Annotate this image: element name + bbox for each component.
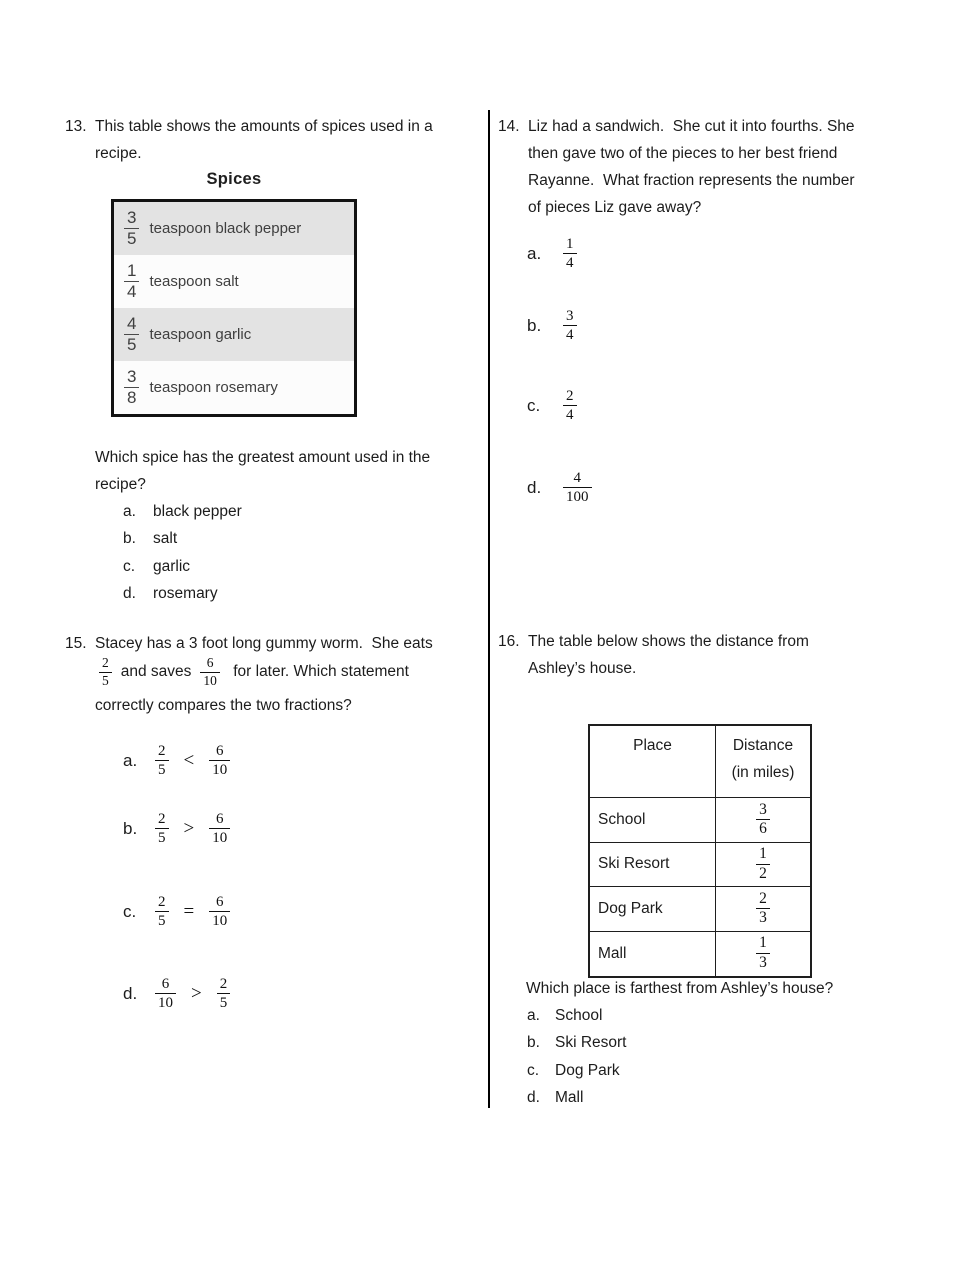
option-letter: c. bbox=[527, 1061, 540, 1079]
q15-text-line3: correctly compares the two fractions? bbox=[95, 697, 352, 714]
right-column bbox=[498, 0, 976, 1266]
place-cell: Dog Park bbox=[590, 887, 716, 931]
option-letter: d. bbox=[123, 585, 136, 603]
q16-option-c bbox=[527, 1057, 976, 1084]
option-text: Dog Park bbox=[555, 1061, 620, 1079]
q14-text-line1: 14. Liz had a sandwich. She cut it into fourths. She bbox=[498, 113, 976, 140]
table-row-school bbox=[590, 798, 810, 843]
fraction: $\frac{2}{3}$ bbox=[756, 891, 770, 927]
q13-text-line2: recipe. bbox=[95, 145, 142, 162]
left-column bbox=[65, 0, 483, 1266]
comparison-operator: > bbox=[183, 817, 195, 839]
spices-row-garlic bbox=[114, 308, 354, 361]
comparison-operator: > bbox=[191, 982, 202, 1004]
q14-number: 14. bbox=[498, 118, 520, 135]
q13-number: 13. bbox=[65, 118, 87, 135]
q13-text-line1: 13. This table shows the amounts of spices used in a bbox=[65, 113, 483, 140]
option-letter: b. bbox=[527, 1034, 540, 1052]
fraction: $\frac{2}{5}$ bbox=[155, 811, 169, 846]
fraction: $\frac{6}{10}$ bbox=[209, 894, 230, 929]
spices-figure-title: Spices bbox=[206, 170, 262, 188]
fraction: $\frac{6}{10}$ bbox=[209, 811, 230, 846]
comparison-operator: < bbox=[183, 749, 195, 771]
comparison-operator: = bbox=[183, 900, 195, 922]
q15-number: 15. bbox=[65, 635, 87, 652]
q16-text-line1: 16. The table below shows the distance from bbox=[498, 628, 976, 655]
fraction: $\frac{2}{4}$ bbox=[563, 388, 577, 423]
q15-option-b bbox=[123, 811, 230, 846]
spice-label: teaspoon salt bbox=[149, 273, 239, 290]
q15-text-line1: 15. Stacey has a 3 foot long gummy worm. She eats bbox=[65, 630, 483, 657]
option-text: salt bbox=[153, 530, 178, 548]
fraction: $\frac{3}{5}$ bbox=[124, 209, 139, 249]
fraction: $\frac{3}{8}$ bbox=[124, 368, 139, 408]
q14-option-d bbox=[527, 470, 592, 505]
option-letter: c. bbox=[527, 395, 541, 415]
option-text: Ski Resort bbox=[555, 1034, 627, 1052]
fraction: $\frac{1}{4}$ bbox=[563, 236, 577, 271]
option-letter: b. bbox=[123, 530, 136, 548]
spices-row-salt bbox=[114, 255, 354, 308]
column-divider bbox=[488, 110, 490, 1108]
q15-option-c bbox=[123, 894, 230, 929]
option-letter: b. bbox=[527, 315, 542, 335]
table-row-mall bbox=[590, 932, 810, 976]
spices-row-black-pepper bbox=[114, 202, 354, 255]
place-cell: School bbox=[590, 798, 716, 842]
q15-text-line2: $\frac{2}{5}$ and saves $\frac{6}{10}$ for later. Which statement bbox=[99, 653, 409, 691]
q14-option-c bbox=[527, 388, 577, 423]
fraction: $\frac{2}{5}$ bbox=[217, 976, 231, 1011]
q13-option-d bbox=[123, 580, 483, 607]
q14-option-a bbox=[527, 236, 577, 271]
option-letter: d. bbox=[527, 1088, 540, 1106]
fraction: $\frac{6}{10}$ bbox=[155, 976, 176, 1011]
q14-text-line4: of pieces Liz gave away? bbox=[528, 199, 702, 216]
option-text: Mall bbox=[555, 1088, 584, 1106]
fraction: $\frac{2}{5}$ bbox=[155, 743, 169, 778]
fraction: $\frac{2}{5}$ bbox=[155, 894, 169, 929]
fraction: $\frac{4}{5}$ bbox=[124, 315, 139, 355]
fraction: $\frac{3}{6}$ bbox=[756, 802, 770, 838]
q16-option-b bbox=[527, 1029, 976, 1056]
option-text: black pepper bbox=[153, 503, 242, 520]
fraction: $\frac{1}{4}$ bbox=[124, 262, 139, 302]
option-text: School bbox=[555, 1007, 603, 1024]
q13-prompt-line1: Which spice has the greatest amount used in the bbox=[95, 449, 431, 466]
fraction: $\frac{6}{10}$ bbox=[200, 656, 220, 688]
q16-option-d bbox=[527, 1084, 976, 1111]
q16-option-a bbox=[527, 1002, 976, 1029]
fraction: $\frac{4}{100}$ bbox=[563, 470, 592, 505]
q13-option-c bbox=[123, 553, 483, 580]
spice-label: teaspoon black pepper bbox=[149, 220, 302, 237]
option-letter: c. bbox=[123, 901, 137, 921]
spices-row-rosemary bbox=[114, 361, 354, 414]
fraction: $\frac{6}{10}$ bbox=[209, 743, 230, 778]
place-cell: Ski Resort bbox=[590, 843, 716, 887]
q14-text-line3: Rayanne. What fraction represents the number bbox=[528, 172, 855, 189]
q13-prompt-line2: recipe? bbox=[95, 476, 146, 493]
table-row-dog-park bbox=[590, 887, 810, 932]
q16-prompt: Which place is farthest from Ashley’s house? bbox=[526, 980, 834, 997]
q13-option-b bbox=[123, 525, 483, 552]
q16-text-line2: Ashley’s house. bbox=[528, 660, 637, 677]
option-letter: b. bbox=[123, 818, 138, 838]
option-letter: a. bbox=[123, 503, 136, 520]
option-text: rosemary bbox=[153, 585, 218, 603]
q15-option-d bbox=[123, 976, 230, 1011]
place-cell: Mall bbox=[590, 932, 716, 976]
q15-option-a bbox=[123, 743, 230, 778]
option-letter: a. bbox=[527, 243, 542, 263]
fraction: $\frac{2}{5}$ bbox=[99, 656, 112, 688]
table-row-ski-resort bbox=[590, 843, 810, 888]
option-letter: a. bbox=[527, 1007, 540, 1024]
column-header-distance: Distance bbox=[732, 737, 794, 754]
fraction: $\frac{1}{3}$ bbox=[756, 935, 770, 971]
column-header-distance-units: (in miles) bbox=[731, 764, 795, 781]
q14-text-line2: then gave two of the pieces to her best friend bbox=[528, 145, 838, 162]
spices-table bbox=[111, 199, 357, 417]
q16-number: 16. bbox=[498, 633, 520, 650]
column-header-place: Place bbox=[633, 737, 672, 754]
fraction: $\frac{3}{4}$ bbox=[563, 308, 577, 343]
q14-option-b bbox=[527, 308, 577, 343]
fraction: $\frac{1}{2}$ bbox=[756, 846, 770, 882]
spice-label: teaspoon rosemary bbox=[149, 379, 278, 396]
option-letter: c. bbox=[123, 557, 136, 575]
option-letter: d. bbox=[123, 983, 138, 1003]
option-letter: a. bbox=[123, 750, 138, 770]
spice-label: teaspoon garlic bbox=[149, 326, 252, 343]
option-letter: d. bbox=[527, 477, 542, 497]
distance-table-header bbox=[590, 726, 810, 798]
q13-option-a bbox=[123, 498, 483, 525]
distance-table bbox=[588, 724, 812, 978]
option-text: garlic bbox=[153, 557, 191, 575]
